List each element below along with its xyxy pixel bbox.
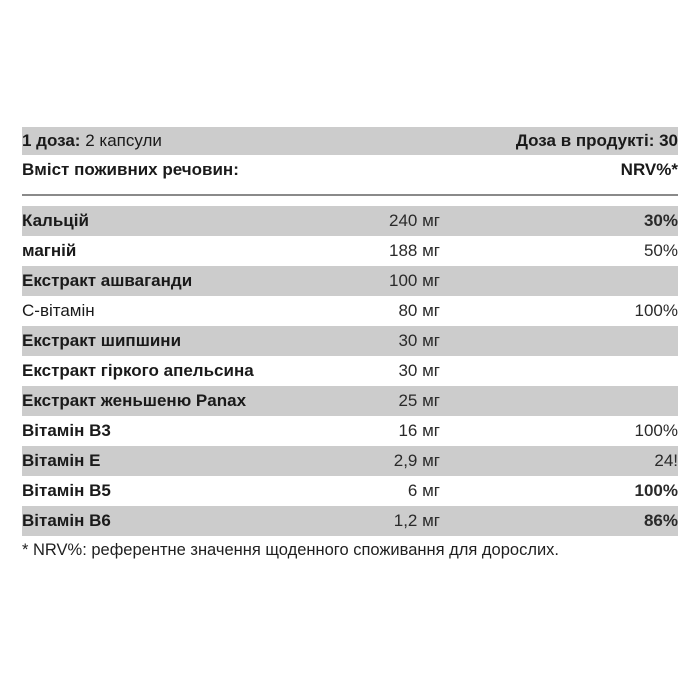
nutrient-row [22,326,678,356]
nutrients-title: Вміст поживних речовин: [22,160,239,179]
nutrient-name: Вітамін В5 [22,481,111,500]
nutrient-rows [22,206,678,536]
nutrient-nrv: 86% [643,511,678,530]
nutrient-name: Кальцій [22,211,89,230]
servings-per-container: Доза в продукті: 30 [515,131,678,150]
serving-size-label: 1 доза: [22,131,81,150]
nutrient-row [22,446,678,476]
nutrient-nrv: 50% [643,241,678,260]
nutrient-row [22,356,678,386]
nutrient-row [22,296,678,326]
nutrient-name: Екстракт женьшеню Panax [22,391,247,410]
nutrient-amount: 240 мг [389,211,440,230]
nutrient-row [22,416,678,446]
nutrient-amount: 1,2 мг [393,511,440,530]
nutrient-row [22,506,678,536]
nrv-footnote: * NRV%: референтне значення щоденного споживання для дорослих. [22,541,560,559]
nutrient-amount: 16 мг [398,421,440,440]
nutrient-amount: 188 мг [389,241,440,260]
nutrient-row [22,476,678,506]
nutrient-nrv: 30% [643,211,678,230]
nutrient-name: С-вітамін [22,301,95,320]
nutrient-name: магній [22,241,77,260]
nutrient-nrv: 100% [634,481,678,500]
nutrient-amount: 100 мг [389,271,440,290]
nutrient-name: Вітамін В6 [22,511,111,530]
nutrient-amount: 25 мг [398,391,440,410]
nutrient-nrv: 100% [634,421,678,440]
nutrient-row [22,236,678,266]
nutrient-name: Екстракт шипшини [22,331,182,350]
nutrition-facts-table [22,127,678,560]
nutrient-name: Вітамін Е [22,451,101,470]
nutrient-amount: 30 мг [398,361,440,380]
nutrient-amount: 2,9 мг [393,451,440,470]
header-divider [22,194,678,196]
nutrient-amount: 6 мг [407,481,440,500]
nrv-column-header: NRV%* [620,160,678,179]
nutrient-amount: 80 мг [398,301,440,320]
nutrient-name: Екстракт гіркого апельсина [22,361,254,380]
nutrient-nrv: 24! [654,451,678,470]
serving-info-row [22,127,678,155]
nutrient-row [22,206,678,236]
nutrient-row [22,266,678,296]
nutrient-nrv: 100% [634,301,678,320]
nutrient-name: Екстракт ашваганди [22,271,193,290]
serving-size-value: 2 капсули [85,131,162,150]
nutrient-name: Вітамін В3 [22,421,111,440]
nutrient-row [22,386,678,416]
serving-size [22,131,516,151]
column-header-row [22,155,678,185]
nutrient-amount: 30 мг [398,331,440,350]
